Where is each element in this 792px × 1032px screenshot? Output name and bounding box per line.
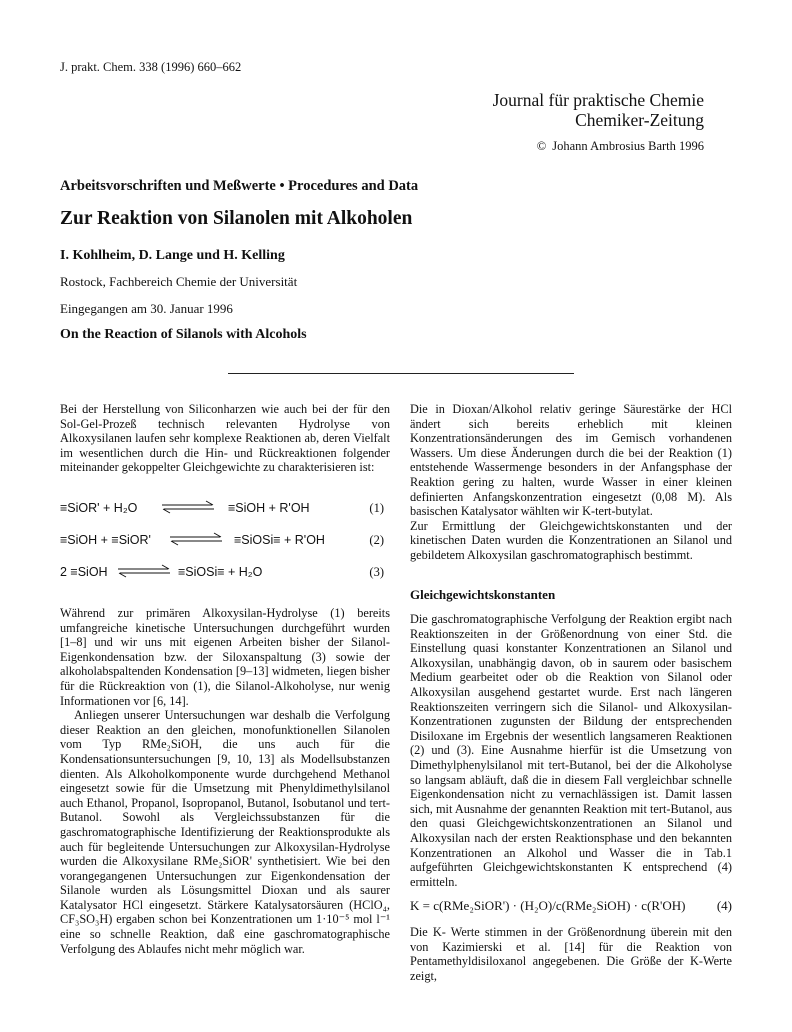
equation-number: (4) [716,898,732,913]
journal-header [493,90,704,156]
copyright-symbol: © [536,139,547,153]
equation-lhs: ≡SiOR' + H₂O [60,501,138,515]
equation-lhs: ≡SiOH + ≡SiOR' [60,533,151,547]
journal-name: Journal für praktische Chemie [492,90,704,110]
equation-number: (1) [369,501,384,515]
copyright-text: Johann Ambrosius Barth 1996 [552,139,704,153]
paragraph: Die gaschromatographische Verfolgung der Reaktion ergibt nach Reaktionszeiten in der Größenordnung von einer Std. die Einstellung quasi konstanter Konzentrationen an Silanol und Alkoxysilan, unabhängig davon, ob in saurem oder basischem Medium gearbeitet oder ob die Reaktion von Silanol oder Alkoxysilan ausgehend gestartet wurde. Erst nach längeren Reaktionszeiten verringern sich die Silanol- und Alkoxysilan-Konzentrationen zugunsten der Bildung der entsprechenden Disiloxane im Ergebnis der wesentlich langsameren Reaktionen (2) und (3). Eine Ausnahme hierfür ist die Umsetzung von Dimethylphenylsilanol mit tert-Butanol, bei der die Alkoholyse so langsam abläuft, daß die in diesem Fall vergleichbar schnelle Eigenkondensation nicht zu vernachlässigen ist. Damit lassen sich, mit Ausnahme der genannten Reaktion mit tert-Butanol, aus den quasi Gleichgewichtskonzentrationen an Silanol und Alkoxysilan nach der ersten Reaktionsphase und den bekannten Konzentrationen an Alkohol und Wasser die in Tab.1 aufgeführten Gleichgewichtskonstanten K entsprechend (4) ermitteln. [410,612,732,889]
left-column-body [60,606,390,956]
english-title: On the Reaction of Silanols with Alcohols [60,327,307,342]
right-column-intro [410,402,732,563]
equilibrium-arrow-icon [116,564,172,578]
copyright [493,136,704,156]
journal-subtitle: Chemiker-Zeitung [575,110,704,130]
equation-number: (3) [369,565,384,579]
paragraph: Bei der Herstellung von Siliconharzen wie auch bei der für den Sol-Gel-Prozeß technisch relevanten Hydrolyse von Alkoxysilanen laufen sehr komplexe Reaktionen ab, deren Vielfalt im wesentlichen durch die Hin- und Rückreaktionen folgender miteinander gekoppelter Gleichgewichte zu charakterisieren ist: [60,402,390,475]
subheading: Gleichgewichtskonstanten [410,587,556,602]
equilibrium-arrow-icon [160,500,216,514]
equilibrium-arrow-icon [168,532,224,546]
equation-rhs: ≡SiOSi≡ + H₂O [178,565,263,579]
equation-lhs: 2 ≡SiOH [60,565,108,579]
paragraph: Die K- Werte stimmen in der Größenordnung überein mit den von Kazimierski et al. [14] für die Reaktion von Pentamethyldisiloxanol angegebenen. Die Größe der K-Werte zeigt, [410,925,732,983]
paragraph: Die in Dioxan/Alkohol relativ geringe Säurestärke der HCl ändert sich bereits erheblich mit kleinen Konzentrationsänderungen des im Gemisch vorhandenen Wassers. Um diese Änderungen durch die bei der Reaktion (1) entstehende Wassermenge besonders in der Anfangsphase der Reaktion gering zu halten, wurde Wasser in einer kleinen definierten Anfangskonzentration eingesetzt (0,08 M). Als basischen Katalysator wählten wir K-tert-butylat. [410,402,732,519]
received-date: Eingegangen am 30. Januar 1996 [60,301,233,316]
affiliation: Rostock, Fachbereich Chemie der Universität [60,274,298,289]
divider [228,373,574,374]
left-column-intro [60,402,390,475]
article-title: Zur Reaktion von Silanolen mit Alkoholen [60,208,413,229]
paragraph: Zur Ermittlung der Gleichgewichtskonstanten und der kinetischen Daten wurden die Konzentrationen an Silanol und gebildetem Alkoxysilan gaschromatographisch bestimmt. [410,518,732,562]
equation-number: (2) [369,533,384,547]
paragraph: Anliegen unserer Untersuchungen war deshalb die Verfolgung dieser Reaktion an den gleichen, monofunktionellen Silanolen vom Typ RMe₂SiOH, die uns auch für die Kondensationsuntersuchungen [9, 10, 13] als Modellsubstanzen dienten. Als Alkoholkomponente wurde durchgehend Methanol eingesetzt sowie für die Umsetzung mit Phenyldimethylsilanol auch Ethanol, Propanol, Isopropanol, Butanol, Isobutanol und tert-Butanol. Sowohl als Vergleichssubstanzen für die gaschromatographische Identifizierung der Reaktionsprodukte als auch für begleitende Untersuchungen zur Alkoxysilan-Hydrolyse wurden die Alkoxysilane RMe₂SiOR' synthetisiert. Wie bei den vorangegangenen Untersuchungen zur Eigenkondensation der Silanole wurden als Lösungsmittel Dioxan und als saurer Katalysator HCl eingesetzt. Stärkere Katalysatorsäuren (HClO₄, CF₃SO₃H) ergaben schon bei Konzentrationen um 1·10⁻⁵ mol l⁻¹ eine so schnelle Reaktion, daß eine gaschromatographische Verfolgung des Ablaufes nicht mehr möglich war. [60,708,390,956]
equation-rhs: ≡SiOH + R'OH [228,501,310,515]
authors: I. Kohlheim, D. Lange und H. Kelling [60,248,285,263]
citation: J. prakt. Chem. 338 (1996) 660–662 [60,60,242,74]
equation-rhs: ≡SiOSi≡ + R'OH [234,533,325,547]
right-column-body [410,612,732,889]
equation-formula: K = c(RMe₂SiOR') · (H₂O)/c(RMe₂SiOH) · c(R'OH) [410,898,686,913]
right-column-end [410,925,732,983]
paragraph: Während zur primären Alkoxysilan-Hydrolyse (1) bereits umfangreiche kinetische Untersuchungen durchgeführt wurden [1–8] und wir uns mit eigenen Arbeiten bisher der Silanol-Eigenkondensation bzw. der Siloxanspaltung (3) sowie der alkoholabspaltenden Kondensation [9–13] widmeten, liegen bisher für die Rückreaktion von (1), die Silanol-Alkoholyse, nur wenig Informationen vor [6, 14]. [60,606,390,708]
equation-4 [410,898,732,914]
section-heading: Arbeitsvorschriften und Meßwerte • Procedures and Data [60,178,419,194]
